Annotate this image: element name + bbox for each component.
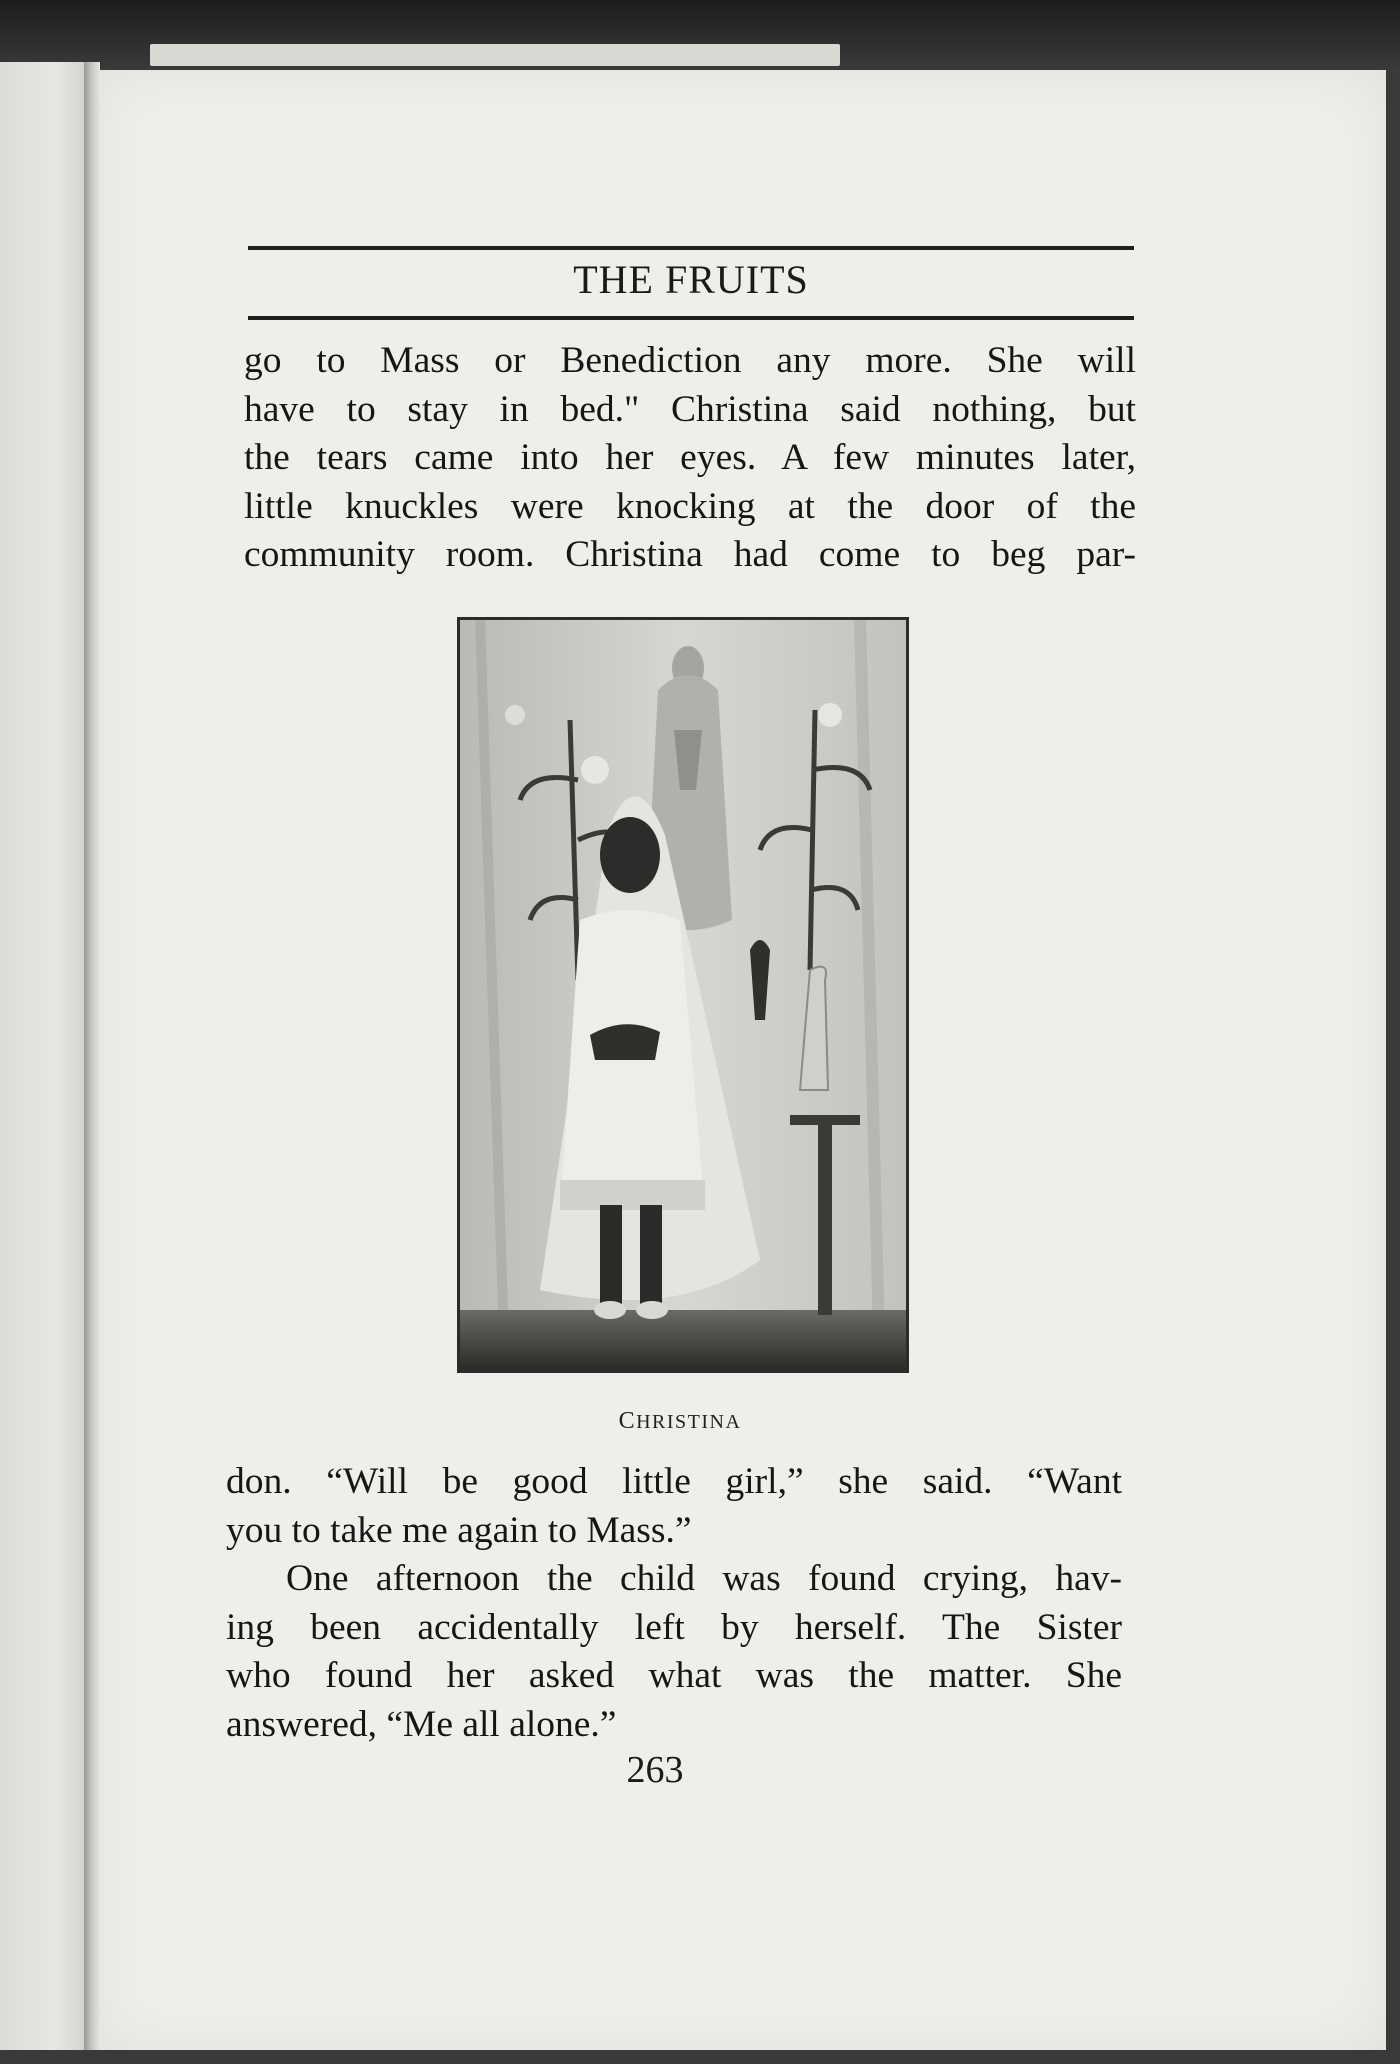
page-number: 263 (626, 1749, 684, 1791)
header-rule-top (248, 246, 1134, 250)
text-line: have to stay in bed." Christina said nothing, but (244, 388, 1136, 430)
text-line: community room. Christina had come to beg par- (244, 534, 1136, 575)
text-line: little knuckles were knocking at the door of the (244, 485, 1136, 527)
text-line: don. “Will be good little girl,” she said. “Want (226, 1461, 1122, 1502)
photograph-illustration (460, 620, 906, 1370)
photograph-christina (457, 617, 909, 1373)
book-gutter (84, 62, 100, 2052)
text-line: ing been accidentally left by herself. The Sister (226, 1606, 1122, 1648)
figure-caption (520, 1408, 840, 1435)
text-line: you to take me again to Mass.” (226, 1509, 692, 1551)
text-line: the tears came into her eyes. A few minutes later, (244, 437, 1136, 478)
text-line: who found her asked what was the matter. She (226, 1655, 1122, 1696)
running-head: THE FRUITS (573, 257, 809, 302)
paragraph-top (244, 337, 1136, 580)
scanner-background-bottom (0, 2050, 1400, 2064)
caption-rest: HRISTINA (636, 1411, 742, 1433)
caption-initial: C (618, 1408, 637, 1434)
scanner-background-right (1386, 70, 1400, 2064)
left-page-edge (0, 62, 92, 2052)
text-line: answered, “Me all alone.” (226, 1703, 617, 1745)
page-top-edge (150, 44, 840, 66)
text-line: go to Mass or Benediction any more. She will (244, 340, 1136, 381)
text-line: One afternoon the child was found crying, hav- (286, 1558, 1122, 1599)
header-rule-bottom (248, 316, 1134, 320)
paragraph-bottom (226, 1458, 1122, 1749)
